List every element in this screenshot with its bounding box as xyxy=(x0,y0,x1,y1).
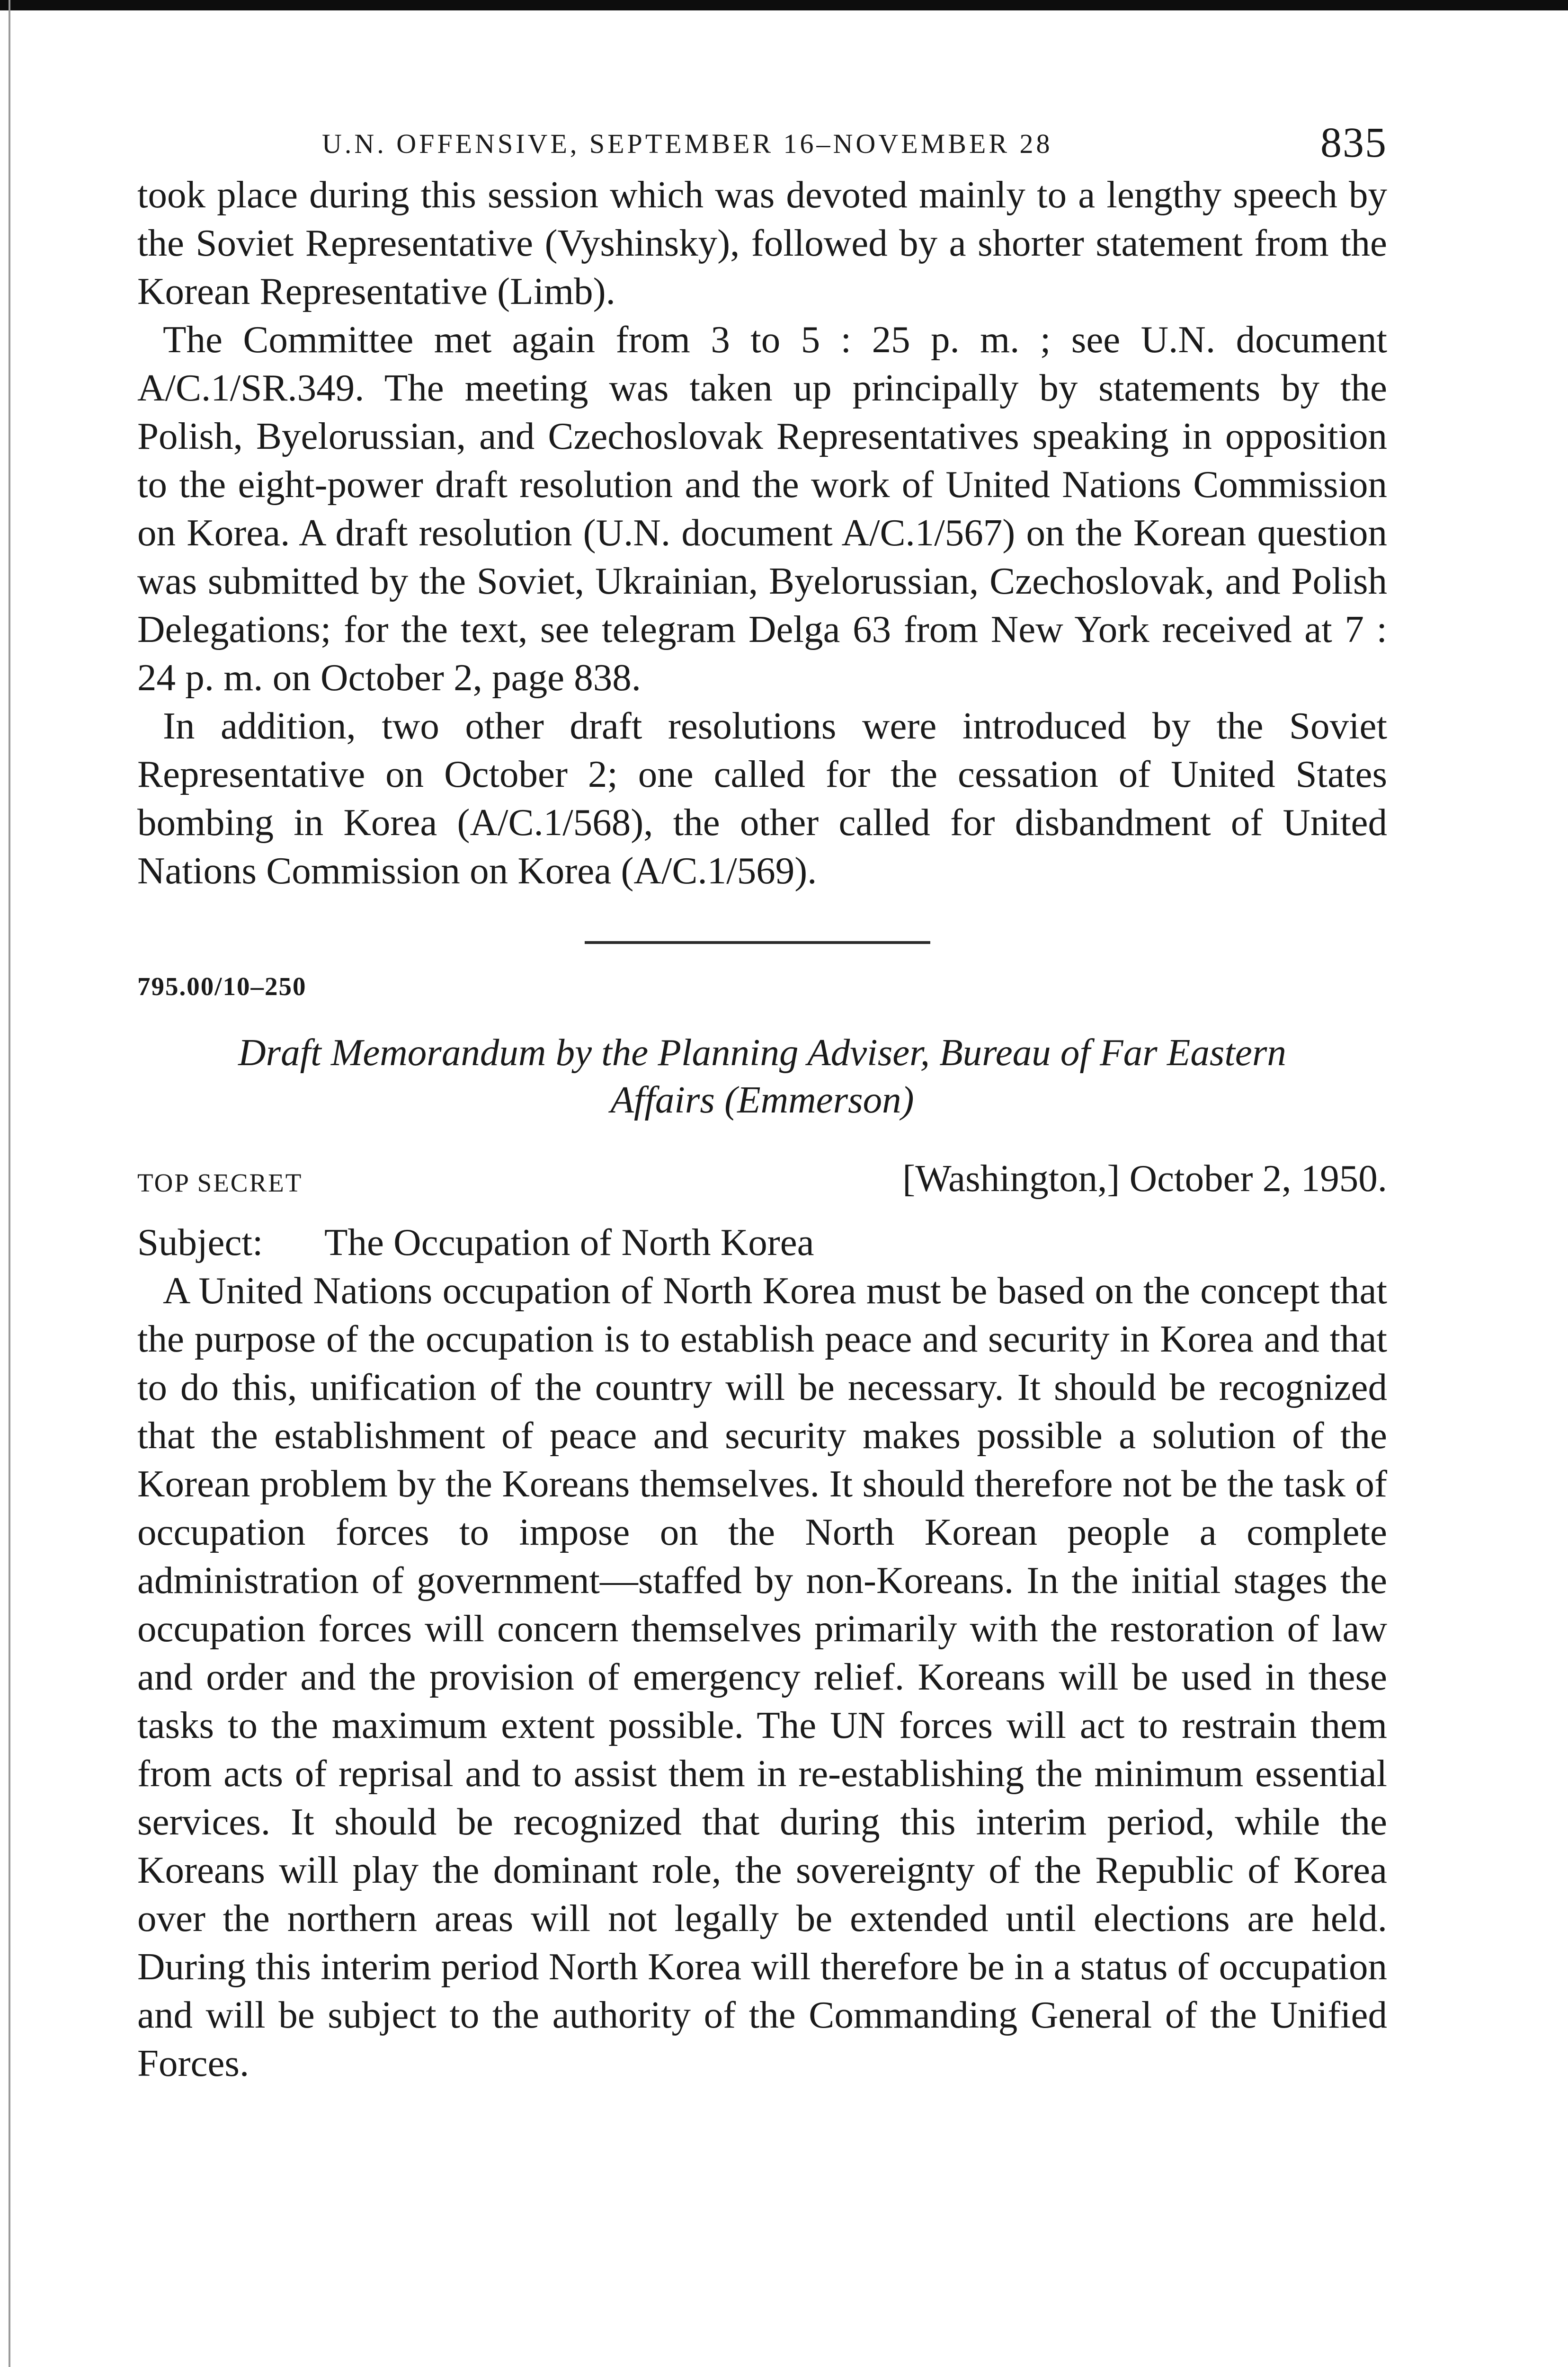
classification-label: TOP SECRET xyxy=(137,1168,303,1197)
document-page xyxy=(137,118,1387,2087)
top-border-rule xyxy=(0,0,1568,10)
dateline-row xyxy=(137,1157,1387,1209)
running-head xyxy=(137,118,1387,170)
section-separator-rule xyxy=(585,941,930,944)
paragraph-committee-meeting: The Committee met again from 3 to 5 : 25 p. m. ; see U.N. document A/C.1/SR.349. The meeting was taken up principally by statements by the Polish, Byelorussian, and Czechoslovak Representatives speaking in opposition to the eight-power draft resolution and the work of United Nations Commission on Korea. A draft resolution (U.N. document A/C.1/567) on the Korean question was submitted by the Soviet, Ukrainian, Byelorussian, Czechoslovak, and Polish Delegations; for the text, see telegram Delga 63 from New York received at 7 : 24 p. m. on October 2, page 838. xyxy=(137,318,1387,699)
memorandum-body: A United Nations occupation of North Korea must be based on the concept that the purpose of the occupation is to establish peace and security in Korea and that to do this, unification of the country will be necessary. It should be recognized that the establishment of peace and security makes possible a solution of the Korean problem by the Koreans themselves. It should therefore not be the task of occupation forces to impose on the North Korean people a complete administration of government—staffed by non-Koreans. In the initial stages the occupation forces will concern themselves primarily with the restoration of law and order and the provision of emergency relief. Koreans will be used in these tasks to the maximum extent possible. The UN forces will act to restrain them from acts of reprisal and to assist them in re-establishing the minimum essential services. It should be recognized that during this interim period, while the Koreans will play the dominant role, the sovereignty of the Republic of Korea over the northern areas will not legally be extended until elections are held. During this interim period North Korea will therefore be in a status of occupation and will be subject to the authority of the Commanding General of the Unified Forces. xyxy=(137,1269,1387,2084)
subject-line xyxy=(137,1218,1387,1266)
document-title xyxy=(137,1029,1387,1123)
paragraph-continued: took place during this session which was devoted mainly to a lengthy speech by the Soviet Representative (Vyshinsky), followed by a shorter statement from the Korean Representative (Limb). xyxy=(137,173,1387,312)
file-number: 795.00/10–250 xyxy=(137,972,307,1001)
paragraph-additional-resolutions: In addition, two other draft resolutions were introduced by the Soviet Representative on October 2; one called for the cessation of United States bombing in Korea (A/C.1/568), the other called for disbandment of United Nations Commission on Korea (A/C.1/569). xyxy=(137,704,1387,892)
subject-label: Subject: xyxy=(137,1221,263,1264)
dateline: [Washington,] October 2, 1950. xyxy=(902,1157,1387,1200)
running-head-title: U.N. OFFENSIVE, SEPTEMBER 16–NOVEMBER 28 xyxy=(322,128,1053,159)
page-number: 835 xyxy=(1320,119,1387,166)
subject-text: The Occupation of North Korea xyxy=(324,1221,814,1264)
document-title-line-2: Affairs (Emmerson) xyxy=(610,1078,914,1121)
document-title-line-1: Draft Memorandum by the Planning Adviser, Bureau of Far Eastern xyxy=(238,1031,1286,1074)
page-left-edge xyxy=(9,0,10,2367)
